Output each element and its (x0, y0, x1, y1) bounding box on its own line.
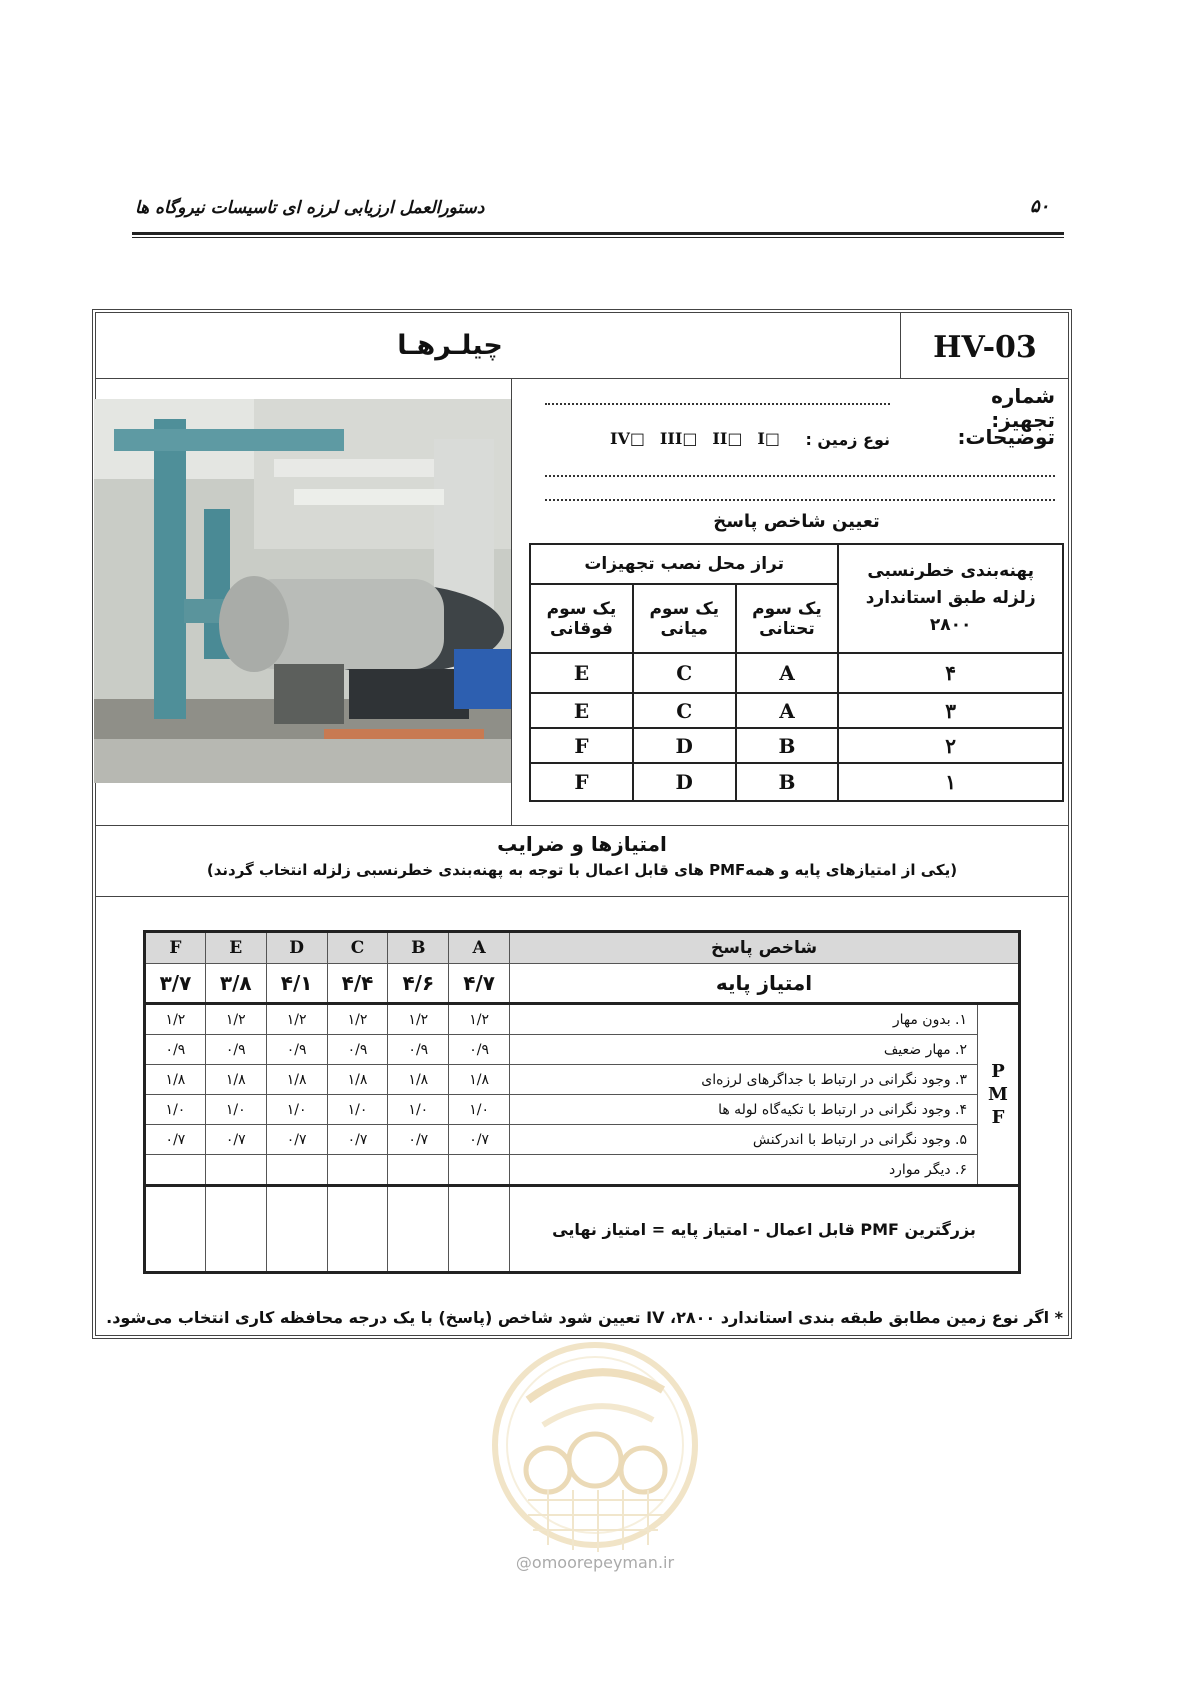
pmf-value: ۰/۹ (449, 1035, 510, 1065)
response-cell: A (736, 693, 839, 728)
column-middle-third: یک سوم میانی (633, 584, 736, 653)
response-index-title: تعیین شاخص پاسخ (713, 511, 880, 532)
pmf-value: ۱/۸ (145, 1065, 206, 1095)
scores-subtitle: (یکی از امتیازهای پایه و همهPMF های قابل اعمال با توجه به پهنه‌بندی خطرنسبی زلزله انتخاب گردند) (206, 861, 958, 879)
base-score-row (145, 964, 1020, 1004)
pmf-value: ۱/۸ (449, 1065, 510, 1095)
pmf-row-1 (145, 1004, 1020, 1035)
response-row-zone-1 (530, 763, 1063, 801)
response-cell: A (736, 653, 839, 693)
column-header-e: E (205, 932, 266, 964)
column-header-b: B (388, 932, 449, 964)
response-cell: C (633, 693, 736, 728)
response-cell: F (530, 728, 633, 763)
pmf-value: ۱/۸ (266, 1065, 327, 1095)
final-score-cell-d[interactable] (266, 1186, 327, 1273)
final-score-cell-a[interactable] (449, 1186, 510, 1273)
pmf-value (449, 1155, 510, 1186)
soil-option-iv[interactable]: IV□ (610, 429, 646, 448)
scores-title: امتیازها و ضرایب (497, 832, 667, 856)
final-score-cell-c[interactable] (327, 1186, 388, 1273)
response-cell: B (736, 728, 839, 763)
watermark-site: @omoorepeyman.ir (515, 1553, 675, 1572)
pmf-value (327, 1155, 388, 1186)
base-score-a: ۴/۷ (449, 964, 510, 1004)
hazard-zone-header: پهنه‌بندی خطرنسبی زلزله طبق استاندارد ۲۸۰۰ (838, 544, 1063, 653)
column-upper-third: یک سوم فوقانی (530, 584, 633, 653)
pmf-value: ۱/۸ (388, 1065, 449, 1095)
pmf-letter-f: F (991, 1107, 1005, 1128)
soil-option-ii[interactable]: II□ (712, 429, 743, 448)
pmf-letter-p: P (991, 1061, 1005, 1082)
column-header-d: D (266, 932, 327, 964)
sheet-title: چیلـرهـا (397, 330, 503, 361)
soil-option-iii[interactable]: III□ (659, 429, 698, 448)
pmf-label: ۲. مهار ضعیف (510, 1035, 978, 1065)
title-row-bottom (95, 378, 1069, 379)
pmf-value: ۱/۰ (388, 1095, 449, 1125)
running-title: دستورالعمل ارزیابی لرزه ای تاسیسات نیروگاه ها (135, 198, 485, 218)
pmf-value: ۰/۹ (266, 1035, 327, 1065)
watermark-logo (488, 1330, 703, 1620)
pmf-value: ۱/۲ (449, 1004, 510, 1035)
pmf-value: ۰/۷ (205, 1125, 266, 1155)
response-cell: E (530, 653, 633, 693)
pmf-value: ۱/۰ (449, 1095, 510, 1125)
pmf-value: ۱/۰ (205, 1095, 266, 1125)
photo-divider (511, 378, 512, 825)
pmf-value: ۰/۹ (145, 1035, 206, 1065)
pmf-value: ۱/۰ (266, 1095, 327, 1125)
installation-level-header: تراز محل نصب تجهیزات (530, 544, 838, 584)
soil-option-i[interactable]: I□ (757, 429, 780, 448)
pmf-label: ۱. بدون مهار (510, 1004, 978, 1035)
response-cell: C (633, 653, 736, 693)
column-header-c: C (327, 932, 388, 964)
score-header-row (145, 932, 1020, 964)
pmf-row-6 (145, 1155, 1020, 1186)
pmf-row-3 (145, 1065, 1020, 1095)
base-score-b: ۴/۶ (388, 964, 449, 1004)
score-table (143, 930, 1021, 1274)
pmf-value: ۱/۲ (145, 1004, 206, 1035)
zone-cell: ۱ (838, 763, 1063, 801)
final-score-cell-b[interactable] (388, 1186, 449, 1273)
pmf-value: ۰/۷ (266, 1125, 327, 1155)
response-cell: D (633, 728, 736, 763)
pmf-value: ۰/۷ (145, 1125, 206, 1155)
final-score-row (145, 1186, 1020, 1273)
pmf-value: ۰/۷ (449, 1125, 510, 1155)
pmf-label: ۶. دیگر موارد (510, 1155, 978, 1186)
page-number: ۵۰ (1030, 196, 1050, 217)
pmf-value: ۱/۲ (205, 1004, 266, 1035)
column-header-a: A (449, 932, 510, 964)
equipment-number-field[interactable] (545, 402, 890, 405)
column-lower-third: یک سوم تحتانی (736, 584, 839, 653)
zone-cell: ۳ (838, 693, 1063, 728)
zone-cell: ۴ (838, 653, 1063, 693)
pmf-value: ۰/۹ (327, 1035, 388, 1065)
footnote: * اگر نوع زمین مطابق طبقه بندی استاندارد ۲۸۰۰، IV تعیین شود شاخص (پاسخ) با یک درجه محافظه کاری انتخاب می‌شود. (106, 1308, 1063, 1327)
response-cell: D (633, 763, 736, 801)
pmf-row-4 (145, 1095, 1020, 1125)
info-row-bottom (95, 825, 1069, 826)
pmf-value: ۱/۰ (145, 1095, 206, 1125)
pmf-value: ۰/۷ (388, 1125, 449, 1155)
description-field-line-2[interactable] (545, 498, 1055, 501)
response-row-zone-3 (530, 693, 1063, 728)
pmf-letter-m: M (988, 1084, 1008, 1105)
pmf-value (205, 1155, 266, 1186)
final-score-cell-e[interactable] (205, 1186, 266, 1273)
pmf-value: ۱/۲ (266, 1004, 327, 1035)
description-field-line-1[interactable] (545, 474, 1055, 477)
response-cell: B (736, 763, 839, 801)
final-score-cell-f[interactable] (145, 1186, 206, 1273)
base-score-label: امتیاز پایه (510, 964, 1020, 1004)
scores-section-heading (95, 830, 1069, 882)
pmf-value: ۱/۰ (327, 1095, 388, 1125)
header-rule-thin (132, 237, 1064, 238)
column-header-f: F (145, 932, 206, 964)
base-score-f: ۳/۷ (145, 964, 206, 1004)
pmf-label: ۵. وجود نگرانی در ارتباط با اندرکنش (510, 1125, 978, 1155)
pmf-value: ۱/۸ (327, 1065, 388, 1095)
base-score-e: ۳/۸ (205, 964, 266, 1004)
pmf-value: ۰/۹ (205, 1035, 266, 1065)
pmf-value: ۱/۲ (327, 1004, 388, 1035)
pmf-value: ۱/۲ (388, 1004, 449, 1035)
pmf-side-label (978, 1004, 1020, 1186)
sheet-code: HV-03 (933, 330, 1037, 365)
response-index-table (529, 543, 1064, 802)
pmf-label: ۴. وجود نگرانی در ارتباط با تکیه‌گاه لوله ها (510, 1095, 978, 1125)
pmf-value: ۱/۸ (205, 1065, 266, 1095)
pmf-row-5 (145, 1125, 1020, 1155)
description-label: توضیحات: (957, 425, 1055, 449)
base-score-c: ۴/۴ (327, 964, 388, 1004)
response-row-zone-2 (530, 728, 1063, 763)
chiller-photo (94, 399, 511, 783)
pmf-label: ۳. وجود نگرانی در ارتباط با جداگرهای لرزه‌ای (510, 1065, 978, 1095)
zone-cell: ۲ (838, 728, 1063, 763)
base-score-d: ۴/۱ (266, 964, 327, 1004)
soil-type-options (610, 429, 780, 448)
final-score-formula: بزرگترین PMF قابل اعمال - امتیاز پایه = امتیاز نهایی (510, 1186, 1020, 1273)
pmf-row-2 (145, 1035, 1020, 1065)
equipment-number-label: شماره تجهیز: (991, 384, 1055, 432)
pmf-value: ۰/۷ (327, 1125, 388, 1155)
response-row-zone-4 (530, 653, 1063, 693)
response-index-header: شاخص پاسخ (510, 932, 1020, 964)
scores-heading-bottom (95, 896, 1069, 897)
response-cell: F (530, 763, 633, 801)
pmf-value (388, 1155, 449, 1186)
soil-type-label: نوع زمین : (805, 430, 890, 449)
response-cell: E (530, 693, 633, 728)
pmf-value: ۰/۹ (388, 1035, 449, 1065)
pmf-value (266, 1155, 327, 1186)
header-rule (132, 232, 1064, 235)
pmf-value (145, 1155, 206, 1186)
